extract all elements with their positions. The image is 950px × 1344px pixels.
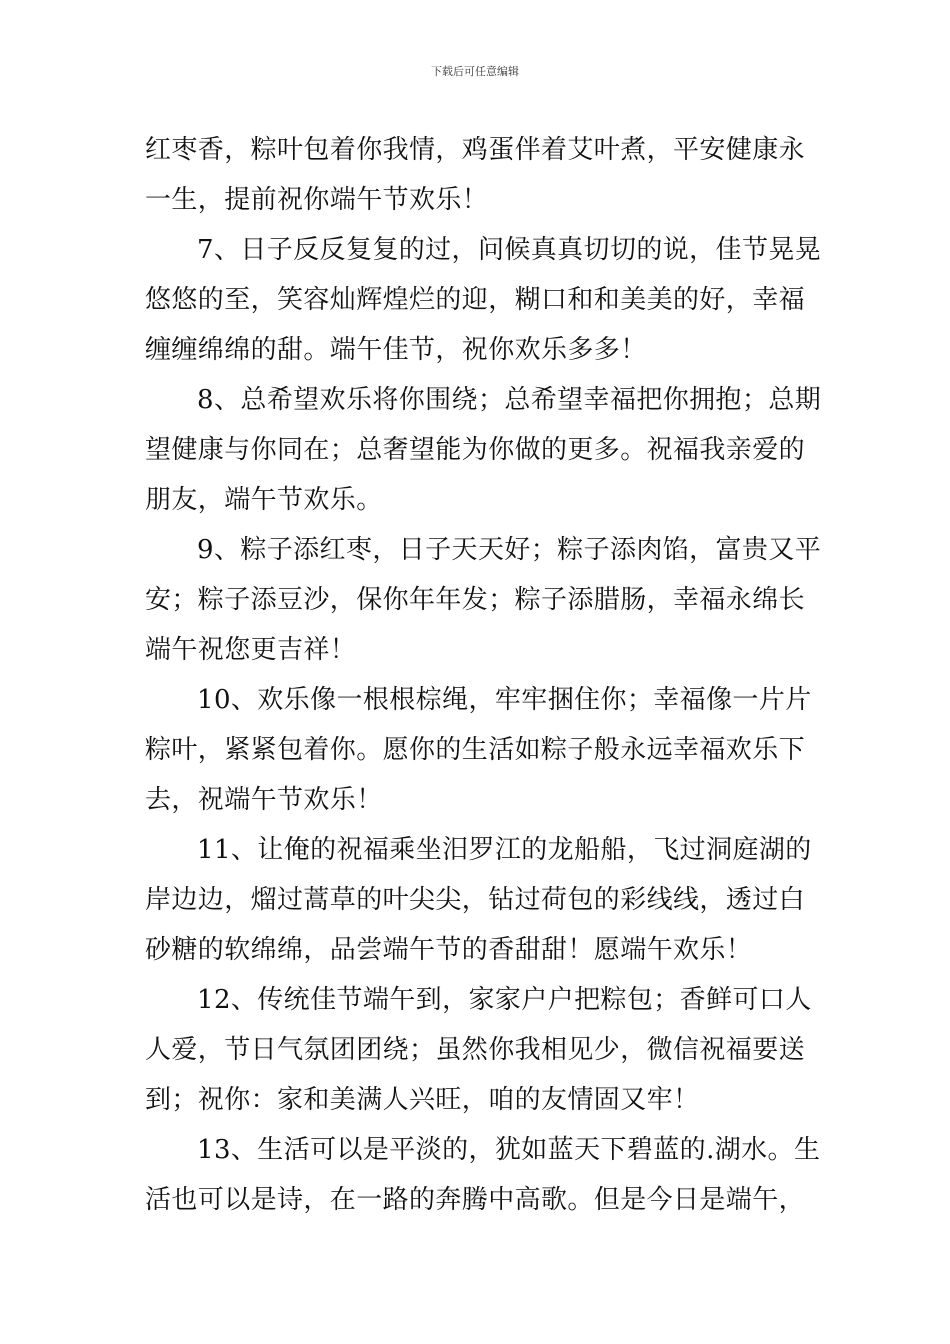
text-line: 望健康与你同在；总奢望能为你做的更多。祝福我亲爱的 bbox=[145, 435, 806, 465]
paragraph-start-11: 11、让俺的祝福乘坐汨罗江的龙船船，飞过洞庭湖的 bbox=[197, 835, 812, 865]
paragraph-start-13: 13、生活可以是平淡的，犹如蓝天下碧蓝的.湖水。生 bbox=[197, 1135, 821, 1165]
paragraph-start-9: 9、粽子添红枣，日子天天好；粽子添肉馅，富贵又平 bbox=[197, 535, 822, 565]
text-line: 岸边边，熘过蒿草的叶尖尖，钻过荷包的彩线线，透过白 bbox=[145, 885, 806, 915]
text-line: 端午祝您更吉祥！ bbox=[145, 635, 357, 665]
paragraph-start-12: 12、传统佳节端午到，家家户户把粽包；香鲜可口人 bbox=[197, 985, 812, 1015]
text-line: 朋友，端午节欢乐。 bbox=[145, 485, 383, 515]
paragraph-start-8: 8、总希望欢乐将你围绕；总希望幸福把你拥抱；总期 bbox=[197, 385, 822, 415]
text-line: 活也可以是诗，在一路的奔腾中高歌。但是今日是端午， bbox=[145, 1185, 806, 1215]
text-line: 砂糖的软绵绵，品尝端午节的香甜甜！愿端午欢乐！ bbox=[145, 935, 753, 965]
text-line: 安；粽子添豆沙，保你年年发；粽子添腊肠，幸福永绵长 bbox=[145, 585, 806, 615]
text-line: 一生，提前祝你端午节欢乐！ bbox=[145, 185, 489, 215]
paragraph-start-10: 10、欢乐像一根根棕绳，牢牢捆住你；幸福像一片片 bbox=[197, 685, 812, 715]
text-line: 到；祝你：家和美满人兴旺，咱的友情固又牢！ bbox=[145, 1085, 700, 1115]
document-body bbox=[145, 125, 822, 1225]
paragraph-start-7: 7、日子反反复复的过，问候真真切切的说，佳节晃晃 bbox=[197, 235, 822, 265]
text-line: 缠缠绵绵的甜。端午佳节，祝你欢乐多多！ bbox=[145, 335, 647, 365]
text-line: 粽叶，紧紧包着你。愿你的生活如粽子般永远幸福欢乐下 bbox=[145, 735, 806, 765]
text-line: 人爱，节日气氛团团绕；虽然你我相见少，微信祝福要送 bbox=[145, 1035, 806, 1065]
page-header: 下载后可任意编辑 bbox=[431, 65, 519, 78]
text-line: 去，祝端午节欢乐！ bbox=[145, 785, 383, 815]
text-line: 红枣香，粽叶包着你我情，鸡蛋伴着艾叶煮，平安健康永 bbox=[145, 135, 806, 165]
text-line: 悠悠的至，笑容灿辉煌烂的迎，糊口和和美美的好，幸福 bbox=[145, 285, 806, 315]
